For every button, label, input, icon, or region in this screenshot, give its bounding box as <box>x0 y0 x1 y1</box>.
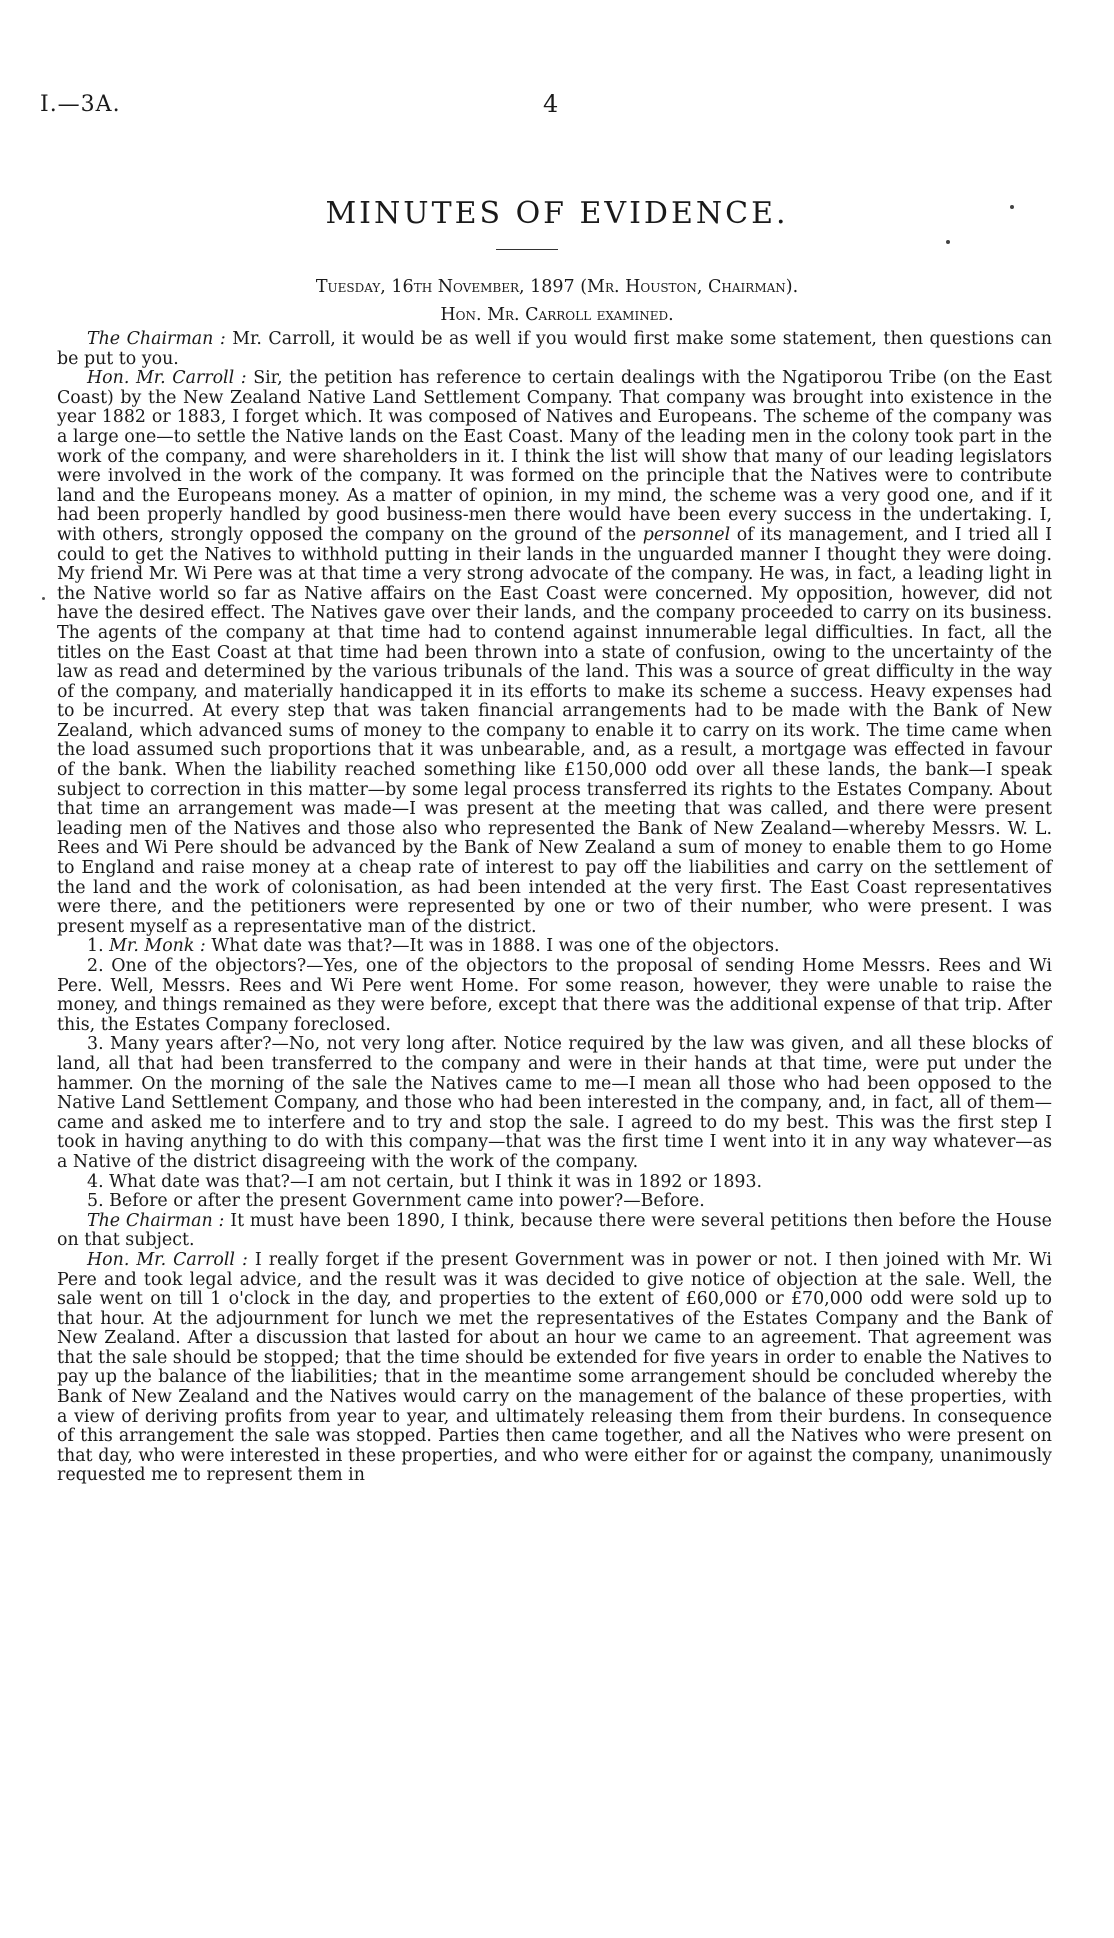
evidence-body <box>57 330 1052 1486</box>
paragraph-text: 2. One of the objectors?—Yes, one of the objectors to the proposal of sending Home Messrs. Rees and Wi Pere. Well, Messrs. Rees and Wi Pere went Home. For some reason, however, they were unable to raise the money, and things remained as they were before, except that there was the additional expense of that trip. After this, the Estates Company foreclosed. <box>57 956 1052 1035</box>
speaker-name: The Chairman : <box>87 1210 225 1231</box>
evidence-paragraph <box>57 937 1052 957</box>
print-speck <box>42 597 45 600</box>
paragraph-text: of its management, and I tried all I could to get the Natives to withhold putting in their lands in the unguarded manner I thought they were doing. My friend Mr. Wi Pere was at that time a very strong advocate of the company. He was, in fact, a leading light in the Native world so far as Native affairs on the East Coast were concerned. My opposition, however, did not have the desired effect. The Natives gave over their lands, and the company proceeded to carry on its business. The agents of the company at that time had to contend against innumerable legal difficulties. In fact, all the titles on the East Coast at that time had been thrown into a state of confusion, owing to the uncertainty of the law as read and determined by the various tribunals of the land. This was a source of great difficulty in the way of the company, and materially handicapped it in its efforts to make its scheme a success. Heavy expenses had to be incurred. At every step that was taken financial arrangements had to be made with the Bank of New Zealand, which advanced sums of money to the company to enable it to carry on its work. The time came when the load assumed such proportions that it was unbearable, and, as a result, a mortgage was effected in favour of the bank. When the liability reached something like £150,000 odd over all these lands, the bank—I speak subject to correction in this matter—by some legal process transferred its rights to the Estates Company. About that time an arrangement was made—I was present at the meeting that was called, and there were present leading men of the Natives and those also who represented the Bank of New Zealand—whereby Messrs. W. L. Rees and Wi Pere should be advanced by the Bank of New Zealand a sum of money to enable them to go Home to England and raise money at a cheap rate of interest to pay off the liabilities and carry on the settlement of the land and the work of colonisation, as had been intended at the very first. The East Coast representatives were there, and the petitioners were represented by one or two of their number, who were present. I was present myself as a representative man of the district. <box>57 524 1052 937</box>
paragraph-text: Sir, the petition has reference to certain dealings with the Ngatiporou Tribe (on the East Coast) by the New Zealand Native Land Settlement Company. That company was brought into existence in the year 1882 or 1883, I forget which. It was composed of Natives and Europeans. The scheme of the company was a large one—to settle the Native lands on the East Coast. Many of the leading men in the colony took part in the work of the company, and were shareholders in it. I think the list will show that many of our leading legislators were involved in the work of the company. It was formed on the principle that the Natives were to contribute land and the Europeans money. As a matter of opinion, in my mind, the scheme was a very good one, and if it had been properly handled by good business-men there would have been every success in the undertaking. I, with others, strongly opposed the company on the ground of the <box>57 368 1052 545</box>
speaker-name: Mr. Monk : <box>109 936 206 957</box>
paragraph-text: 3. Many years after?—No, not very long after. Notice required by the law was given, and all these blocks of land, all that had been transferred to the company and were in their hands at that time, were put under the hammer. On the morning of the sale the Natives came to me—I mean all those who had been opposed to the Native Land Settlement Company, and those who had been interested in the company, and, in fact, all of them—came and asked me to interfere and to try and stop the sale. I agreed to do my best. This was the first step I took in having anything to do with this company—that was the first time I went into it in any way whatever—as a Native of the district disagreeing with the work of the company. <box>57 1034 1052 1172</box>
speaker-name: The Chairman : <box>87 329 226 349</box>
speaker-name: Hon. Mr. Carroll : <box>87 1249 248 1270</box>
paragraph-text: What date was that?—It was in 1888. I was one of the objectors. <box>205 936 780 957</box>
page-title: MINUTES OF EVIDENCE. <box>325 196 789 231</box>
evidence-paragraph <box>57 1035 1052 1172</box>
evidence-paragraph <box>57 1192 1052 1212</box>
document-reference: I.—3A. <box>40 92 121 117</box>
title-rule <box>496 249 558 250</box>
evidence-paragraph <box>57 957 1052 1035</box>
evidence-paragraph <box>57 1173 1052 1193</box>
paragraph-text: 4. What date was that?—I am not certain, but I think it was in 1892 or 1893. <box>87 1171 763 1192</box>
paragraph-text: 5. Before or after the present Government came into power?—Before. <box>87 1191 705 1212</box>
paragraph-text: It must have been 1890, I think, because there were several petitions then before the House on that subject. <box>57 1210 1052 1251</box>
question-number: 1. <box>87 936 110 957</box>
evidence-paragraph <box>57 1251 1052 1486</box>
evidence-paragraph <box>57 1212 1052 1251</box>
evidence-paragraph <box>57 369 1052 937</box>
witness-heading: Hon. Mr. Carroll examined. <box>440 305 674 325</box>
paragraph-text: Mr. Carroll, it would be as well if you would first make some statement, then questions can be put to you. <box>57 329 1052 369</box>
evidence-paragraph <box>57 330 1052 369</box>
session-heading: Tuesday, 16th November, 1897 (Mr. Houston, Chairman). <box>315 277 799 297</box>
speaker-name: Hon. Mr. Carroll : <box>87 368 247 389</box>
italic-term: personnel <box>642 524 731 545</box>
print-speck <box>946 240 950 244</box>
paragraph-text: I really forget if the present Government was in power or not. I then joined with Mr. Wi Pere and took legal advice, and the result was it was decided to give notice of objection at the sale. Well, the sale went on till 1 o'clock in the day, and properties to the extent of £60,000 or £70,000 odd were sold up to that hour. At the adjournment for lunch we met the representatives of the Estates Company and the Bank of New Zealand. After a discussion that lasted for about an hour we came to an agreement. That agreement was that the sale should be stopped; that the time should be extended for five years in order to enable the Natives to pay up the balance of the liabilities; that in the meantime some arrangement should be concluded whereby the Bank of New Zealand and the Natives would carry on the management of the balance of these properties, with a view of deriving profits from year to year, and ultimately releasing them from their burdens. In consequence of this arrangement the sale was stopped. Parties then came together, and all the Natives who were present on that day, who were interested in these properties, and who were either for or against the company, unanimously requested me to represent them in <box>57 1249 1052 1486</box>
page-number: 4 <box>543 90 559 118</box>
